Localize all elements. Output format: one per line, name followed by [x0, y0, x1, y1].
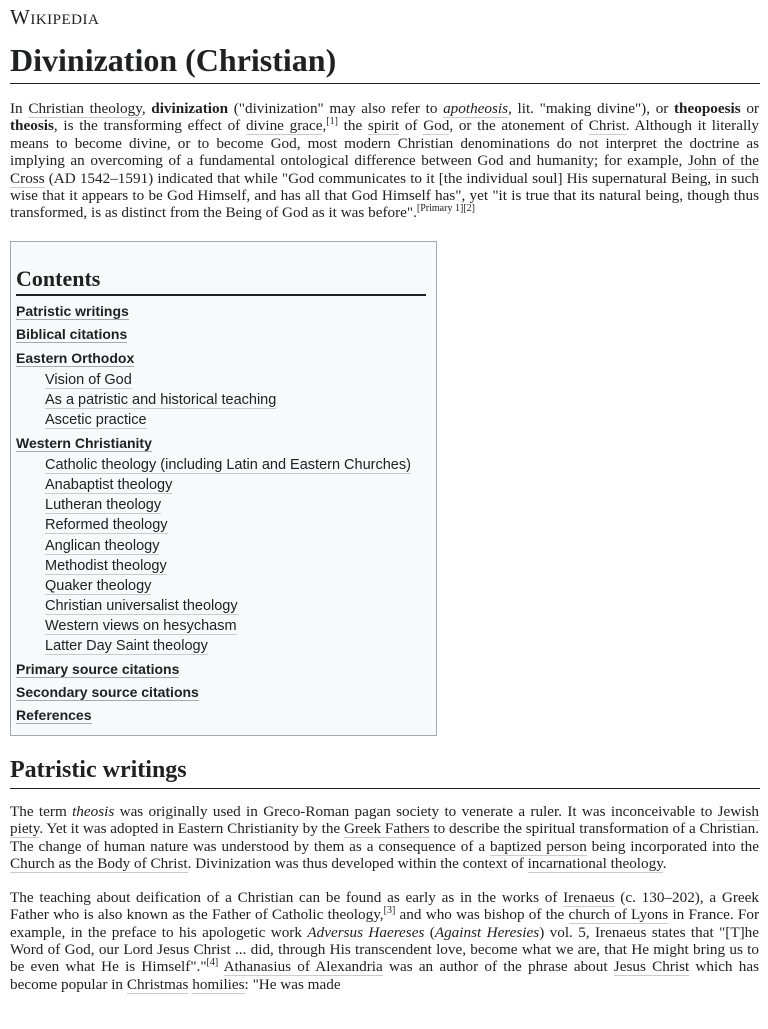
toc-link-patristic-writings[interactable]: Patristic writings — [16, 302, 129, 319]
intro-text: (AD 1542–1591) indicated that while "God communicates to it [the individual soul] His supernatural Being, in such wise that it appears to be God Himself, and has all that God Himself has", yet "it is true that its natural being, though thus transformed, is as distinct from the Being of God as it was before". — [10, 169, 759, 222]
toc-link-anglican-theology[interactable]: Anglican theology — [45, 537, 160, 554]
toc-subitem — [45, 616, 426, 636]
citation-primary-1[interactable]: [Primary 1] — [416, 203, 464, 215]
toc-subitem — [45, 455, 426, 475]
toc-subitem — [45, 536, 426, 556]
link-christian-theology[interactable]: Christian theology — [28, 100, 142, 117]
toc-item — [16, 323, 426, 346]
toc-subitem — [45, 515, 426, 535]
toc-link-western-hesychasm[interactable]: Western views on hesychasm — [45, 617, 237, 634]
term-divinization: divinization — [151, 100, 229, 117]
toc-item — [16, 704, 426, 727]
table-of-contents — [10, 241, 437, 736]
toc-item — [16, 432, 426, 656]
intro-text: ("divinization" may also refer to — [228, 100, 444, 117]
term-theosis-italic: theosis — [72, 803, 115, 821]
intro-text: , is the transforming effect of — [53, 117, 246, 135]
body-text: and who was bishop of the — [395, 906, 569, 924]
article-page — [0, 5, 760, 993]
intro-text: , lit. "making divine"), or — [508, 100, 674, 117]
toc-sublist — [45, 370, 426, 430]
link-greek-fathers[interactable]: Greek Fathers — [343, 820, 430, 838]
body-text: . — [662, 855, 667, 873]
toc-link-vision-of-god[interactable]: Vision of God — [45, 371, 132, 388]
link-irenaeus[interactable]: Irenaeus — [563, 888, 615, 906]
citation-4[interactable]: [4] — [206, 957, 219, 969]
citation-3[interactable]: [3] — [383, 905, 396, 917]
toc-subitem — [45, 596, 426, 616]
toc-link-western-christianity[interactable]: Western Christianity — [16, 435, 152, 452]
intro-text: , — [141, 100, 152, 117]
link-jewish-piety[interactable]: Jewish piety — [10, 803, 759, 838]
body-text: The term — [10, 803, 73, 821]
toc-link-anabaptist-theology[interactable]: Anabaptist theology — [45, 477, 173, 494]
toc-link-ascetic-practice[interactable]: Ascetic practice — [45, 412, 147, 429]
intro-text: In — [10, 100, 29, 117]
patristic-paragraph-1 — [10, 803, 759, 873]
link-athanasius[interactable]: Athanasius of Alexandria — [223, 958, 383, 976]
wikipedia-logo[interactable]: Wikipedia — [10, 5, 100, 29]
link-god[interactable]: God — [423, 117, 450, 135]
link-apotheosis[interactable]: apotheosis — [443, 100, 509, 117]
intro-text: the — [337, 117, 368, 135]
toc-item — [16, 658, 426, 681]
toc-list — [16, 300, 426, 727]
body-text: ) vol. 5, Irenaeus states that "[T]he Word of God, our Lord Jesus Christ ... did, through His transcendent love, become what we are, that He might bring us to be even what He is Himself"." — [10, 923, 760, 976]
toc-link-reformed-theology[interactable]: Reformed theology — [45, 517, 168, 534]
toc-subitem — [45, 390, 426, 410]
toc-link-biblical-citations[interactable]: Biblical citations — [16, 325, 128, 342]
body-text: which has become popular in — [10, 958, 759, 993]
toc-item — [16, 347, 426, 430]
toc-subitem — [45, 370, 426, 390]
link-christmas[interactable]: Christmas — [126, 975, 189, 993]
work-title-against: Against Heresies — [434, 923, 540, 941]
term-theosis: theosis — [10, 117, 54, 135]
toc-link-quaker-theology[interactable]: Quaker theology — [45, 577, 152, 594]
body-text: to describe the spiritual transformation of a Christian. The change of human nature was understood by them as a consequence of a — [10, 820, 759, 855]
toc-subitem — [45, 410, 426, 430]
term-theopoesis: theopoesis — [674, 100, 741, 117]
body-text: in France. For example, in the preface to his apologetic work — [10, 906, 760, 941]
body-text: being incorporated into the — [586, 837, 760, 855]
toc-link-primary-source[interactable]: Primary source citations — [16, 661, 180, 678]
toc-link-christian-universalist[interactable]: Christian universalist theology — [45, 597, 238, 614]
body-text: . Divinization was thus developed within the context of — [187, 855, 528, 873]
link-john-of-the-cross[interactable]: John of the Cross — [10, 152, 759, 187]
toc-item — [16, 681, 426, 704]
work-title-adversus: Adversus Haereses — [307, 923, 425, 941]
body-text: was an author of the phrase about — [382, 958, 614, 976]
body-text: ( — [424, 923, 435, 941]
body-text: . Yet it was adopted in Eastern Christianity by the — [39, 820, 344, 838]
link-church-body-of-christ[interactable]: Church as the Body of Christ — [10, 855, 188, 873]
toc-sublist — [45, 455, 426, 656]
toc-subitem — [45, 475, 426, 495]
body-text: : "He was made — [244, 975, 341, 993]
toc-link-patristic-historical[interactable]: As a patristic and historical teaching — [45, 391, 277, 408]
link-homilies[interactable]: homilies — [192, 975, 245, 993]
citation-1[interactable]: [1] — [326, 116, 338, 128]
toc-link-methodist-theology[interactable]: Methodist theology — [45, 557, 167, 574]
body-text — [218, 958, 223, 975]
link-jesus-christ[interactable]: Jesus Christ — [613, 958, 690, 976]
toc-link-catholic-theology[interactable]: Catholic theology (including Latin and Eastern Churches) — [45, 457, 411, 474]
section-heading-patristic: Patristic writings — [10, 756, 760, 789]
intro-text: or — [740, 100, 759, 117]
link-divine-grace[interactable]: divine grace — [245, 117, 323, 135]
patristic-paragraph-2 — [10, 889, 759, 993]
toc-subitem — [45, 576, 426, 596]
link-incarnational-theology[interactable]: incarnational theology — [527, 855, 663, 873]
link-spirit[interactable]: spirit — [367, 117, 400, 135]
intro-paragraph — [10, 100, 759, 222]
citation-2[interactable]: [2] — [463, 203, 475, 215]
toc-subitem — [45, 636, 426, 656]
page-title: Divinization (Christian) — [10, 41, 760, 84]
intro-text: , or the atonement of — [449, 117, 589, 135]
body-text: was originally used in Greco-Roman pagan society to venerate a ruler. It was inconceivable to — [114, 803, 718, 821]
toc-link-latter-day-saint[interactable]: Latter Day Saint theology — [45, 637, 208, 654]
intro-text: . Although it literally means to become divine, or to become God, most modern Christian denominations do not interpret the doctrine as implying an overcoming of a fundamental ontological difference between God and humanity; for example, — [10, 117, 759, 170]
toc-link-references[interactable]: References — [16, 707, 92, 724]
toc-subitem — [45, 495, 426, 515]
toc-link-lutheran-theology[interactable]: Lutheran theology — [45, 497, 162, 514]
intro-text: , — [322, 117, 327, 135]
link-church-of-lyons[interactable]: church of Lyons — [568, 906, 669, 924]
toc-link-eastern-orthodox[interactable]: Eastern Orthodox — [16, 349, 135, 366]
body-text: The teaching about deification of a Christian can be found as early as in the works of — [10, 888, 564, 906]
toc-item — [16, 300, 426, 323]
link-christ[interactable]: Christ — [588, 117, 626, 135]
toc-link-secondary-source[interactable]: Secondary source citations — [16, 684, 199, 701]
toc-subitem — [45, 556, 426, 576]
toc-title: Contents — [16, 266, 426, 296]
body-text: (c. 130–202), a Greek Father who is also known as the Father of Catholic theology, — [10, 888, 759, 924]
intro-text: of — [399, 117, 424, 135]
link-baptized-person[interactable]: baptized person — [489, 837, 587, 855]
